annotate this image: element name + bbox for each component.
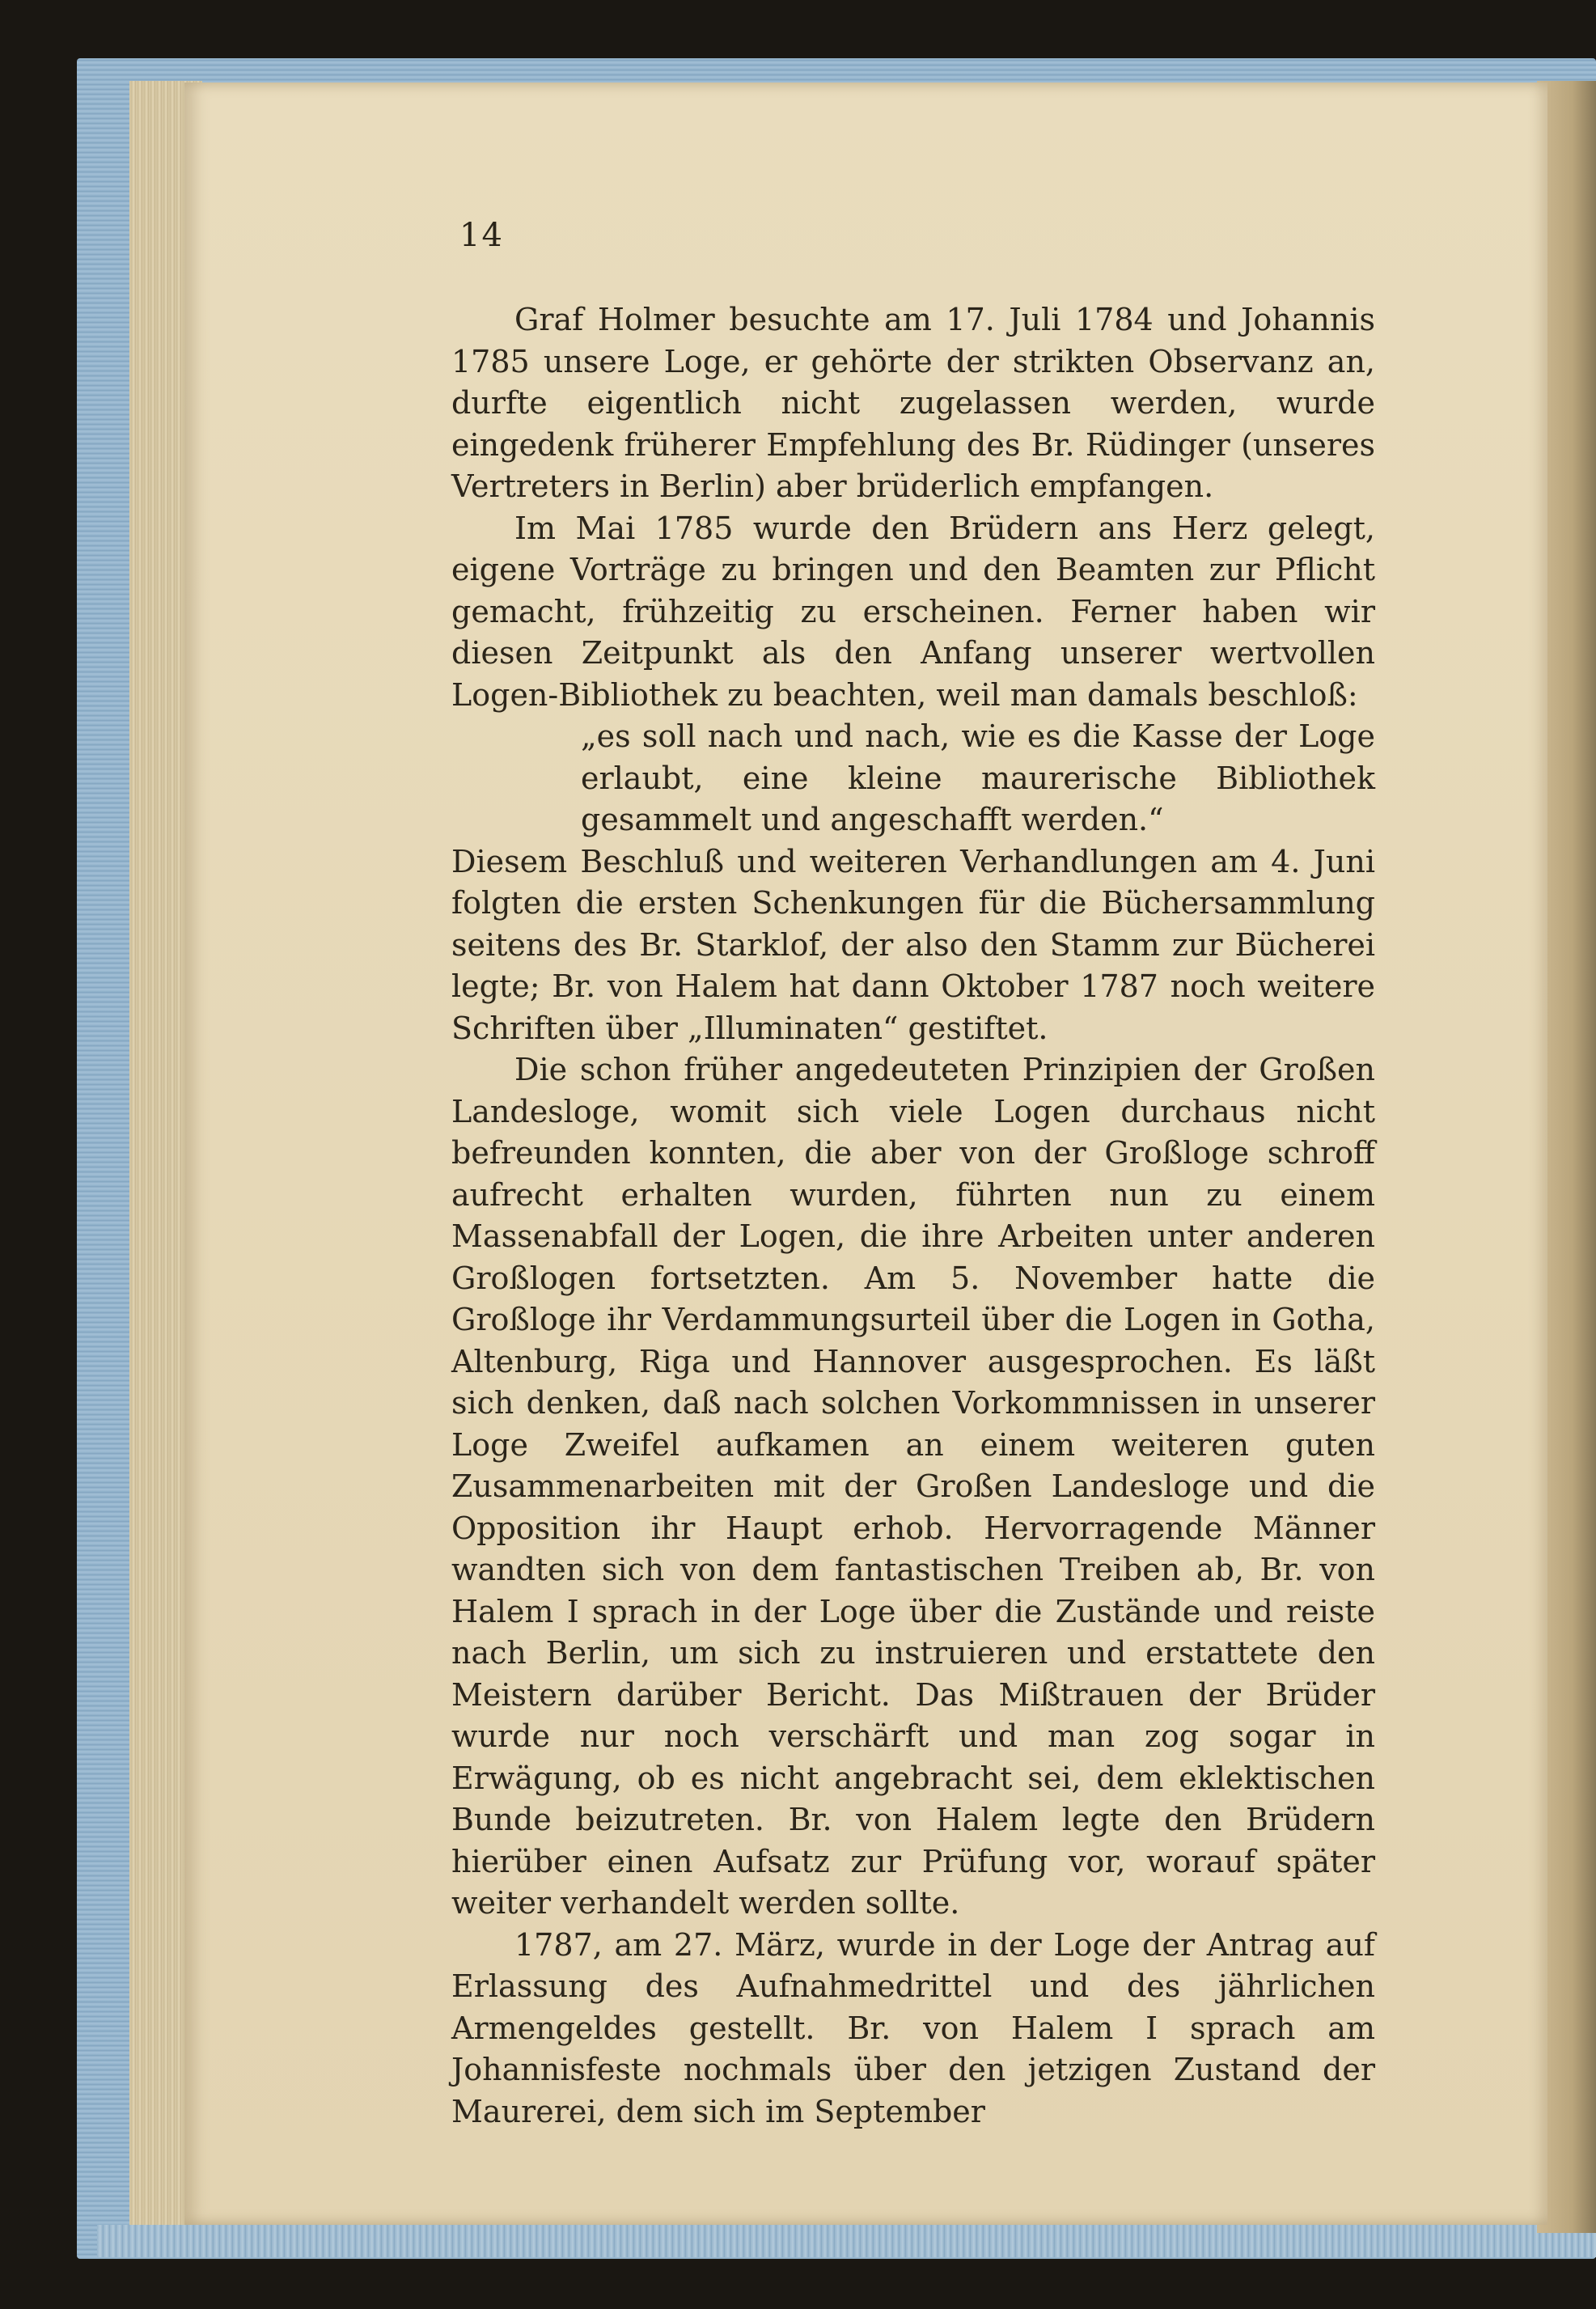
paragraph-text: Graf Holmer besuchte am 17. Juli 1784 und Johannis 1785 unsere Loge, er gehörte der strikten Observanz an, durfte eigentlich nicht zugelassen werden, wurde eingedenk früherer Empfehlung des Br. Rüdinger (unseres Vertreters in Berlin) aber brüderlich empfangen. [451, 302, 1375, 504]
cover-bottom-edge [97, 2225, 1596, 2257]
paragraph-5 [451, 1925, 1375, 2133]
paragraph-text: Diesem Beschluß und weiteren Verhandlungen am 4. Juni folgten die ersten Schenkungen für die Büchersammlung seitens des Br. Starklof, der also den Stamm zur Bücherei legte; Br. von Halem hat dann Oktober 1787 noch weitere Schriften über „Illuminaten“ gestiftet. [451, 843, 1375, 1046]
body-text [451, 299, 1375, 2129]
paragraph-2 [451, 508, 1375, 717]
paragraph-text: 1787, am 27. März, wurde in der Loge der Antrag auf Erlassung des Aufnahmedrittel und des jährlichen Armengeldes gestellt. Br. von Halem I sprach am Johannisfeste nochmals über den jetzigen Zustand der Maurerei, dem sich im September [451, 1926, 1375, 2129]
paragraph-text: Im Mai 1785 wurde den Brüdern ans Herz gelegt, eigene Vorträge zu bringen und den Beamten zur Pflicht gemacht, frühzeitig zu erscheinen. Ferner haben wir diesen Zeitpunkt als den Anfang unserer wertvollen Logen-Bibliothek zu beachten, weil man damals beschloß: [451, 510, 1375, 713]
paragraph-3 [451, 841, 1375, 1050]
page-number: 14 [459, 217, 504, 254]
paragraph-4 [451, 1049, 1375, 1925]
paragraph-text: Die schon früher angedeuteten Prinzipien der Großen Landesloge, womit sich viele Logen durchaus nicht befreunden konnten, die aber von der Großloge schroff aufrecht erhalten wurden, führten nun zu einem Massenabfall der Logen, die ihre Arbeiten unter anderen Großlogen fortsetzten. Am 5. November hatte die Großloge ihr Verdammungsurteil über die Logen in Gotha, Altenburg, Riga und Hannover ausgesprochen. Es läßt sich denken, daß nach solchen Vorkommnissen in unserer Loge Zweifel aufkamen an einem weiteren guten Zusammenarbeiten mit der Großen Landesloge und die Opposition ihr Haupt erhob. Hervorragende Männer wandten sich von dem fantastischen Treiben ab, Br. von Halem I sprach in der Loge über die Zustände und reiste nach Berlin, um sich zu instruieren und erstattete den Meistern darüber Bericht. Das Mißtrauen der Brüder wurde nur noch verschärft und man zog sogar in Erwägung, ob es nicht angebracht sei, dem eklektischen Bunde beizutreten. Br. von Halem legte den Brüdern hierüber einen Aufsatz zur Prüfung vor, worauf später weiter verhandelt werden sollte. [451, 1052, 1375, 1921]
block-quote: „es soll nach und nach, wie es die Kasse der Loge erlaubt, eine kleine maurerische Bibliothek gesammelt und angeschafft werden.“ [581, 718, 1375, 837]
paragraph-1 [451, 299, 1375, 508]
